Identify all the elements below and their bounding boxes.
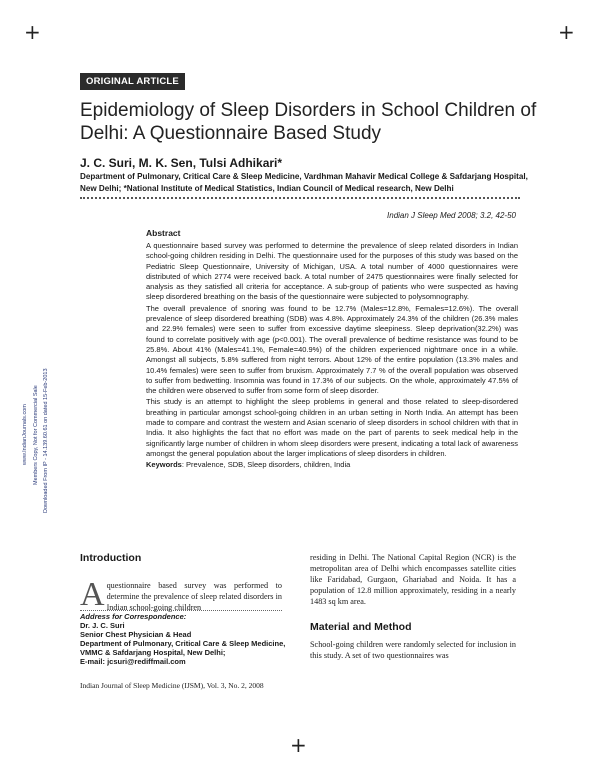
watermark-line-3: Downloaded From IP - 14.139.60.61 on dated 15-Feb-2013 — [43, 368, 49, 513]
page-footer: Indian Journal of Sleep Medicine (IJSM), Vol. 3, No. 2, 2008 — [80, 681, 264, 690]
introduction-text: questionnaire based survey was performed to determine the prevalence of sleep related disorders in Indian school-going children — [106, 581, 282, 612]
crop-mark-top-right: + — [558, 20, 575, 44]
article-type-badge: ORIGINAL ARTICLE — [80, 73, 185, 90]
abstract-paragraph-1: A questionnaire based survey was performed to determine the prevalence of sleep related disorders in Indian school-going children residing in Delhi. The questionnaire used for the purposes of this study was based on the Pediatric Sleep Questionnaire, University of Michigan, USA. A total number of 4000 questionnaires were distributed of which 2774 were received back. A total number of 2475 questionnaires were finally selected for analysis as they satisfied all criteria for acceptance. A sub-group of patients who were suspected as having sleep disordered breathing on the basis of the questionnaire were subjected to polysomnography. — [146, 241, 518, 302]
introduction-heading: Introduction — [80, 552, 142, 564]
material-method-text: School-going children were randomly selected for inclusion in this study. A set of two questionnaires was — [310, 640, 516, 660]
keywords-list: : Prevalence, SDB, Sleep disorders, children, India — [181, 460, 351, 470]
article-title: Epidemiology of Sleep Disorders in School Children of Delhi: A Questionnaire Based Study — [80, 100, 537, 144]
correspondence-label: Address for Correspondence: — [80, 612, 187, 621]
introduction-continued: residing in Delhi. The National Capital Region (NCR) is the metropolitan area of Delhi which encompasses satellite cities like Faridabad, Gurgaon, Ghariabad and Noida. It has a population of 12.8 million approximately, residing in a nearly 1483 sq km area. — [310, 553, 516, 606]
correspondence-email: E-mail: jcsuri@rediffmail.com — [80, 657, 186, 666]
correspondence-address: Department of Pulmonary, Critical Care & Sleep Medicine, VMMC & Safdarjang Hospital, New Delhi; — [80, 639, 286, 657]
journal-citation: Indian J Sleep Med 2008; 3.2, 42-50 — [387, 211, 516, 220]
correspondence-position: Senior Chest Physician & Head — [80, 630, 192, 639]
affiliations: Department of Pulmonary, Critical Care & Sleep Medicine, Vardhman Mahavir Medical College & Safdarjang Hospital, New Delhi; *National Institute of Medical Statistics, Indian Council of Medical research, New Delhi — [80, 172, 528, 193]
correspondence-name: Dr. J. C. Suri — [80, 621, 125, 630]
keywords-label: Keywords — [146, 460, 182, 470]
abstract-heading: Abstract — [146, 228, 181, 238]
crop-mark-bottom: + — [290, 733, 307, 757]
author-list: J. C. Suri, M. K. Sen, Tulsi Adhikari* — [80, 156, 283, 170]
abstract — [146, 228, 518, 472]
introduction-body — [80, 576, 282, 613]
correspondence-divider — [80, 610, 282, 611]
right-column — [310, 552, 516, 661]
keywords — [146, 460, 518, 470]
watermark-line-1: www.IndianJournals.com — [22, 404, 28, 465]
material-method-heading: Material and Method — [310, 621, 412, 633]
abstract-paragraph-2: The overall prevalence of snoring was found to be 12.7% (Males=12.8%, Females=12.6%). The overall prevalence of sleep disordered breathing (SDB) was 4.8%. Approximately 24.3% of the children (26.3% males and 22.9% females) were seen to suffer from excessive daytime sleepiness. Sleep deprivation(32.2%) was found to correlate positively with age (p<0.001). The overall prevalence of bedtime resistance was found to be 25.8%. About 41% (Males=41.1%, Female=40.9%) of the children experienced nightmare once in a while. Amongst all subjects, 5.8% suffered from night terrors. About 12% of the entire population (13.3% males and 10.4% females) were seen to suffer from bruxism. Approximately 7.7 % of the overall population was observed to suffer from bedwetting. Insomnia was found in 17.3% of our subjects. On the whole, approximately 47.5% of the children were observed to suffer from some form of sleep disorder. — [146, 303, 518, 396]
header-divider — [80, 197, 520, 199]
watermark-line-2: Members Copy, Not for Commercial Sale — [33, 385, 39, 485]
crop-mark-top-left: + — [24, 20, 41, 44]
correspondence-block — [80, 612, 290, 666]
abstract-paragraph-3: This study is an attempt to highlight the sleep problems in general and those related to sleep-disordered breathing in particular amongst school-going children in an urban setting in North India. An attempt has been made to compare and contrast the western and Asian scenario of sleep disorders in school children with that in India. It also highlights the fact that no effort was made on the part of parents to seek medical help in the significantly large number of children in whom sleep disorders were present, indicating a total lack of awareness amongst the general population about the larger implications of sleep disorders in children. — [146, 397, 518, 458]
dropcap: A — [80, 576, 105, 613]
